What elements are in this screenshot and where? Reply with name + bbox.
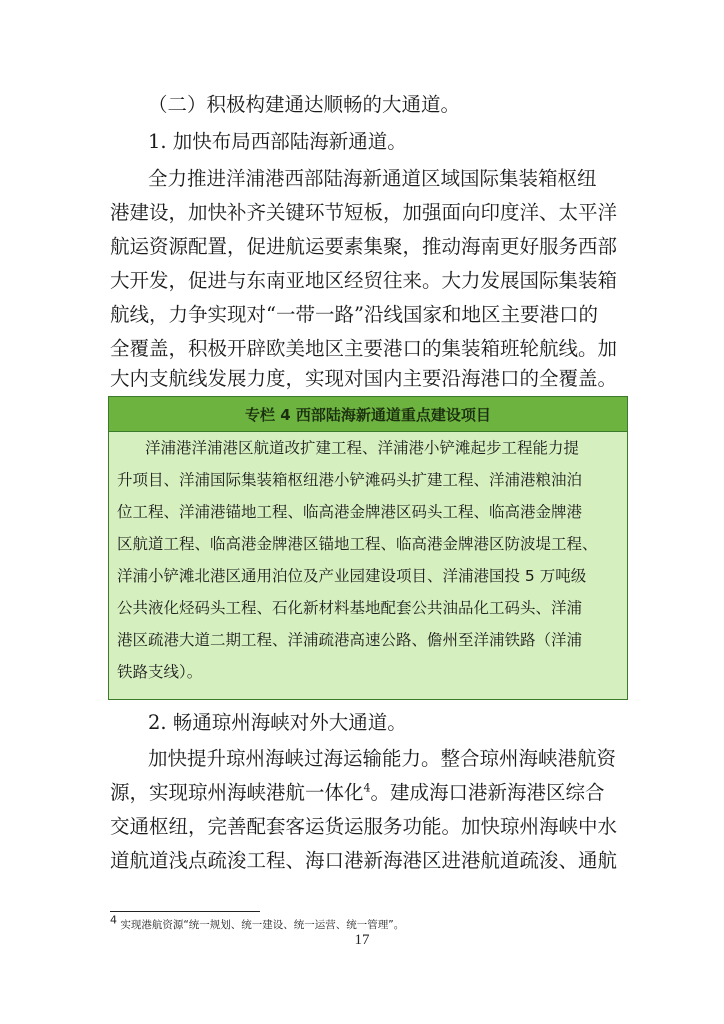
project-box-line: 升项目、洋浦国际集装箱枢纽港小铲滩码头扩建工程、洋浦港粮油泊 bbox=[117, 471, 583, 489]
paragraph-line: 大开发，促进与东南亚地区经贸往来。大力发展国际集装箱 bbox=[110, 269, 618, 292]
footnote-marker: 4 bbox=[110, 913, 117, 927]
paragraph-line: 航运资源配置，促进航运要素集聚，推动海南更好服务西部 bbox=[110, 235, 618, 258]
paragraph-text: 。建成海口港新海港区综合 bbox=[370, 781, 605, 804]
project-box-line: 洋浦小铲滩北港区通用泊位及产业园建设项目、洋浦港国投 5 万吨级 bbox=[117, 567, 587, 585]
project-box-line: 铁路支线）。 bbox=[117, 663, 203, 681]
paragraph-line: 加快提升琼州海峡过海运输能力。整合琼州海峡港航资 bbox=[148, 747, 617, 770]
paragraph-line: 道航道浅点疏浚工程、海口港新海港区进港航道疏浚、通航 bbox=[110, 849, 618, 872]
project-box-line: 洋浦港洋浦港区航道改扩建工程、洋浦港小铲滩起步工程能力提 bbox=[145, 439, 580, 457]
project-box-title: 专栏 4 西部陆海新通道重点建设项目 bbox=[109, 397, 627, 432]
paragraph-line: 大内支航线发展力度，实现对国内主要沿海港口的全覆盖。 bbox=[110, 367, 618, 390]
paragraph-line: 全覆盖，积极开辟欧美地区主要港口的集装箱班轮航线。加 bbox=[110, 337, 618, 360]
paragraph-line: 交通枢纽，完善配套客运货运服务功能。加快琼州海峡中水 bbox=[110, 815, 618, 838]
page-number: 17 bbox=[354, 932, 370, 948]
footnote-text: 实现港航资源“统一规划、统一建设、统一运营、统一管理”。 bbox=[120, 919, 405, 931]
paragraph-line: 航线，力争实现对“一带一路”沿线国家和地区主要港口的 bbox=[110, 303, 598, 326]
project-box-line: 区航道工程、临高港金牌港区锚地工程、临高港金牌港区防波堤工程、 bbox=[117, 535, 598, 553]
footnote-reference[interactable]: 4 bbox=[363, 781, 371, 795]
paragraph-line: 港建设，加快补齐关键环节短板，加强面向印度洋、太平洋 bbox=[110, 201, 618, 224]
footnote-divider bbox=[110, 911, 260, 912]
section-heading: （二）积极构建通达顺畅的大通道。 bbox=[148, 93, 461, 116]
paragraph-line: 全力推进洋浦港西部陆海新通道区域国际集装箱枢纽 bbox=[148, 167, 597, 190]
subsection-heading-2: 2. 畅通琼州海峡对外大通道。 bbox=[148, 711, 407, 734]
project-box-line: 港区疏港大道二期工程、洋浦疏港高速公路、儋州至洋浦铁路（洋浦 bbox=[117, 631, 583, 649]
paragraph-line bbox=[110, 776, 620, 809]
subsection-heading-1: 1. 加快布局西部陆海新通道。 bbox=[148, 130, 407, 153]
project-box-line: 位工程、洋浦港锚地工程、临高港金牌港区码头工程、临高港金牌港 bbox=[117, 503, 583, 521]
project-box bbox=[108, 396, 628, 700]
project-box-line: 公共液化烃码头工程、石化新材料基地配套公共油品化工码头、洋浦 bbox=[117, 599, 583, 617]
paragraph-text: 源，实现琼州海峡港航一体化 bbox=[110, 781, 364, 804]
footnote bbox=[110, 913, 405, 932]
